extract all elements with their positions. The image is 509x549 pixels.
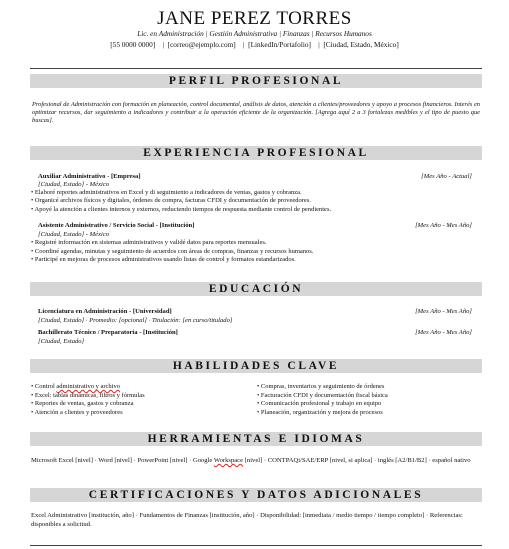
header-divider	[30, 68, 482, 69]
job-bullet: • Registré información en sistemas administrativos y validé datos para reportes mensuales.	[31, 239, 267, 246]
tools-and-languages: Microsoft Excel [nivel] · Word [nivel] · PowerPoint [nivel] · Google Workspace [nivel] · CONTPAQi/SAE/ERP [nivel, si aplica] · inglés [A2/B1/B2] · español nativo	[31, 457, 471, 464]
education-dates: [Mes Año - Mes Año]	[415, 329, 472, 336]
job-dates: [Mes Año - Mes Año]	[415, 222, 472, 229]
certifications-text: Excel Administrativo [institución, año] · Fundamentos de Finanzas [institución, año] · Disponibilidad: [inmediata / medio tiempo / tiempo completo] · Referencias: disponibles a solicitud.	[31, 512, 463, 528]
job-title: Asistente Administrativo / Servicio Social - [Institución]	[38, 222, 195, 229]
job-bullet: • Organicé archivos físicos y digitales, órdenes de compra, facturas CFDI y documentación de proveedores.	[31, 197, 311, 204]
job-location: [Ciudad, Estado] - México	[38, 181, 110, 188]
skill-item: • Compras, inventarios y seguimiento de órdenes	[257, 383, 385, 390]
job-title: Auxiliar Administrativo - [Empresa]	[38, 173, 141, 180]
skill-item: • Control administrativo y archivo	[31, 383, 120, 390]
education-detail: [Ciudad, Estado] · Promedio: [opcional] · Titulación: [en curso/titulado]	[38, 317, 233, 324]
skill-item: • Excel: tablas dinámicas, filtros y fórmulas	[31, 391, 145, 399]
spellcheck-marked-text: Workspace	[213, 457, 244, 464]
contact-line: [55 0000 0000] | [correo@ejemplo.com] | [LinkedIn/Portafolio] | [Ciudad, Estado, México]	[110, 40, 399, 49]
section-heading-tools: HERRAMIENTAS E IDIOMAS	[30, 432, 482, 446]
skill-item: • Atención a clientes y proveedores	[31, 408, 123, 416]
profile-summary: Profesional de Administración con formación en planeación, control documental, análisis de datos, atención a clientes/proveedores y apoyo a procesos financieros. Interés en optimizar recursos, dar seguimiento a indicadores y contribuir a la operación eficiente de la organización. [Agrega aquí 2 a 3 fortalezas medibles y el tipo de puesto que buscas].	[32, 101, 480, 124]
job-dates: [Mes Año - Actual]	[421, 173, 472, 180]
professional-subtitle: Lic. en Administración | Gestión Administrativa | Finanzas | Recursos Humanos	[137, 29, 372, 38]
candidate-name: JANE PEREZ TORRES	[157, 8, 352, 29]
job-bullet: • Coordiné agendas, minutas y seguimiento de acuerdos con áreas de compras, finanzas y recursos humanos.	[31, 247, 314, 255]
footer-divider	[30, 545, 482, 546]
job-bullet: • Elaboré reportes administrativos en Excel y di seguimiento a indicadores de ventas, gastos y cobranza.	[31, 189, 302, 196]
education-dates: [Mes Año - Mes Año]	[415, 308, 472, 315]
job-location: [Ciudad, Estado] - México	[38, 231, 110, 238]
section-heading-experience: EXPERIENCIA PROFESIONAL	[30, 146, 482, 160]
job-bullet: • Apoyé la atención a clientes internos y externos, reduciendo tiempos de respuesta mediante control de pendientes.	[31, 205, 332, 213]
section-heading-certifications: CERTIFICACIONES Y DATOS ADICIONALES	[30, 488, 482, 502]
skill-item: • Comunicación profesional y trabajo en equipo	[257, 400, 382, 407]
skill-item: • Facturación CFDI y documentación fiscal básica	[257, 391, 388, 399]
section-heading-skills: HABILIDADES CLAVE	[30, 359, 482, 373]
education-title: Licenciatura en Administración - [Universidad]	[38, 308, 172, 315]
section-heading-profile: PERFIL PROFESIONAL	[30, 74, 482, 88]
spellcheck-marked-text: administrativo y archivo	[56, 383, 120, 390]
section-heading-education: EDUCACIÓN	[30, 282, 482, 296]
skill-item: • Planeación, organización y mejora de procesos	[257, 408, 383, 416]
job-bullet: • Participé en mejoras de procesos administrativos usando listas de control y formatos estandarizados.	[31, 256, 296, 263]
education-detail: [Ciudad, Estado]	[38, 338, 85, 345]
education-title: Bachillerato Técnico / Preparatoria - [Institución]	[38, 329, 178, 336]
skill-item: • Reportes de ventas, gastos y cobranza	[31, 400, 134, 407]
